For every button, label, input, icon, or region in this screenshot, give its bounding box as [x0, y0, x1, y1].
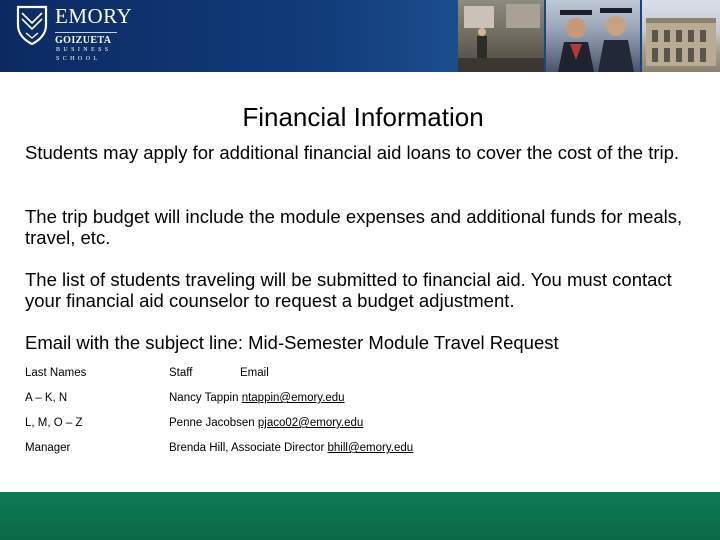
campus-building-photo [642, 0, 720, 72]
row-3-email-link[interactable]: bhill@emory.edu [327, 442, 414, 454]
row-2-contact [169, 416, 363, 430]
row-3-staff: Brenda Hill, Associate Director [169, 442, 325, 454]
logo-business-text: BUSINESS [56, 47, 112, 53]
row-3-last-names: Manager [25, 442, 71, 454]
row-3-contact [169, 441, 413, 455]
slide-title: Financial Information [242, 102, 484, 132]
paragraph-student-list: The list of students traveling will be submitted to financial aid. You must contact your financial aid counselor to request a budget adjustment. [25, 269, 672, 311]
classroom-lecture-photo [458, 0, 544, 72]
logo-school-text: SCHOOL [56, 56, 101, 62]
header-email: Email [240, 367, 269, 379]
row-2-email-link[interactable]: pjaco02@emory.edu [257, 417, 364, 429]
emory-shield-icon [16, 5, 48, 45]
header-banner [0, 0, 720, 72]
row-1-email-link[interactable]: ntappin@emory.edu [241, 392, 345, 404]
graduates-photo [546, 0, 640, 72]
row-1-contact [169, 391, 345, 405]
paragraph-financial-aid-loans: Students may apply for additional financial aid loans to cover the cost of the trip. [25, 142, 680, 163]
logo-university-name: EMORY [55, 4, 133, 28]
header-last-names: Last Names [25, 367, 87, 379]
row-1-staff: Nancy Tappin [169, 392, 239, 404]
paragraph-email-subject: Email with the subject line: Mid-Semester Module Travel Request [25, 332, 559, 353]
row-2-staff: Penne Jacobsen [169, 417, 255, 429]
row-2-last-names: L, M, O – Z [25, 417, 83, 429]
paragraph-trip-budget: The trip budget will include the module expenses and additional funds for meals, travel, etc. [25, 206, 683, 248]
logo-school-name: GOIZUETA [55, 35, 112, 46]
row-1-last-names: A – K, N [25, 392, 68, 404]
footer-bar [0, 492, 720, 540]
header-staff: Staff [169, 367, 193, 379]
logo-divider [55, 32, 117, 33]
